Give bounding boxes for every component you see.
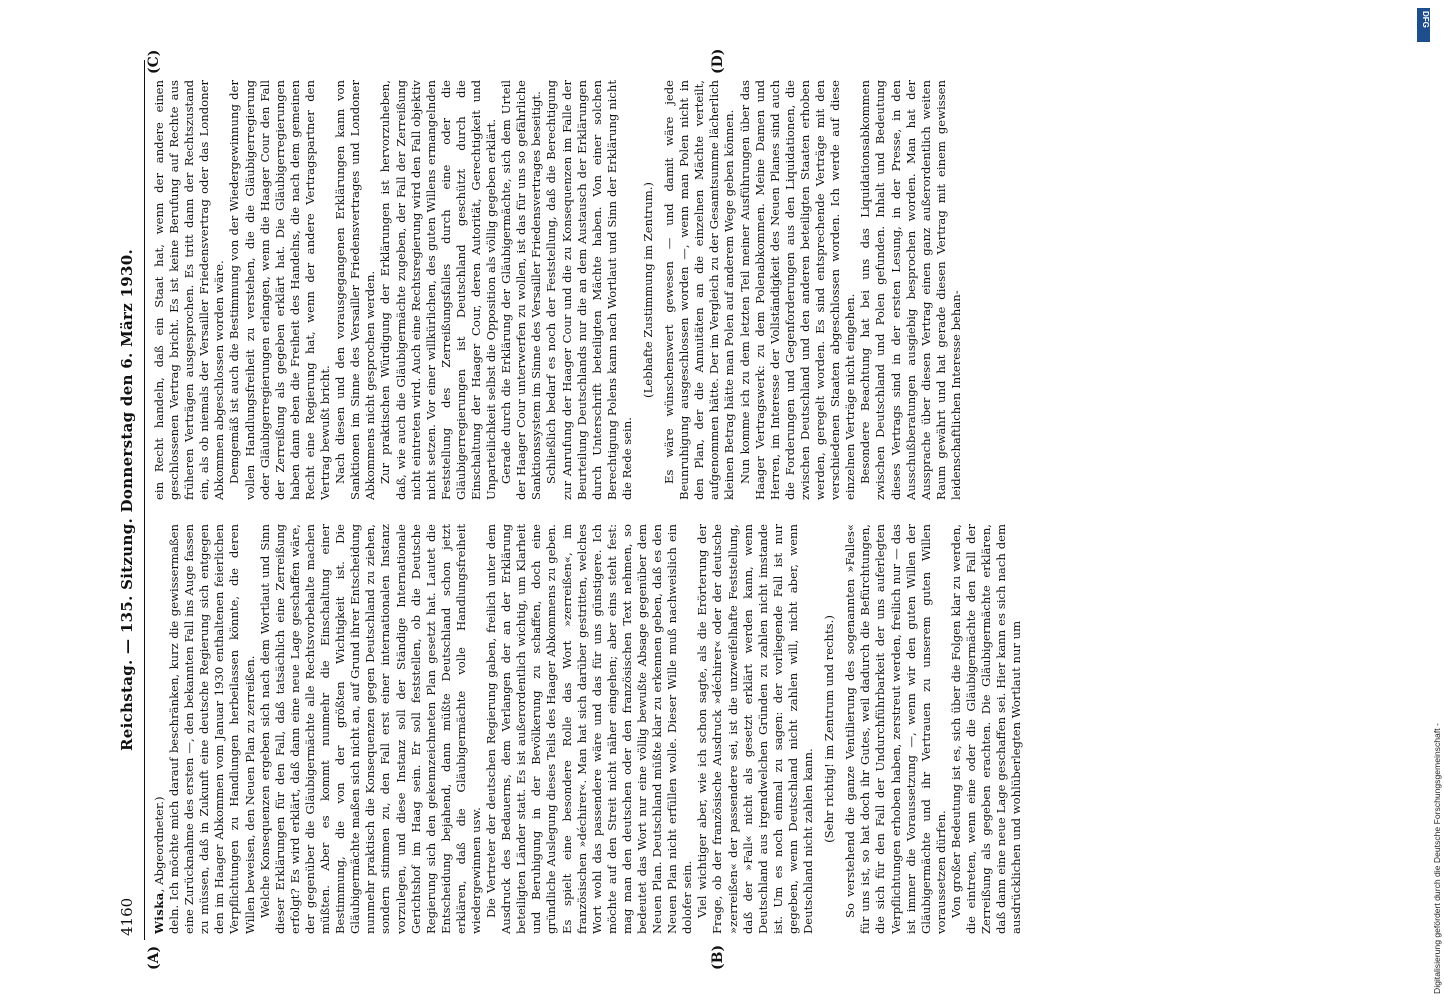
paragraph: Von großer Bedeutung ist es, sich über die Folgen klar zu werden, die eintreten, wenn eine oder die Gläubigermächte den Fall der Zerreißung als gegeben erachten. Die Gläubigermächte erklären, daß dann eine neue Lage geschaffen sei. Hier kann es sich nach dem ausdrücklichen und wohlüberlegten Wortlaut nur um (948, 524, 1024, 934)
speaker-role: Abgeordneter.) (152, 796, 166, 885)
interjection: (Sehr richtig! im Zentrum und rechts.) (822, 615, 837, 843)
credit-text: Digitalisierung gefördert durch die Deutsche Forschungsgemeinschaft - (1432, 723, 1442, 994)
page-number: 4160 (118, 897, 136, 936)
paragraph: Viel wichtiger aber, wie ich schon sagte, als die Erörterung der Frage, ob der französische Ausdruck »déchirer« oder der deutsche »zerreißen« der passendere sei, ist die unzweifelhafte Feststellung, daß der »Fall« nicht als gesetzt erklärt werden kann, wenn Deutschland aus irgendwelchen Gründen zu zahlen nicht imstande ist. Um es noch einmal zu sagen: der vorliegende Fall ist nur gegeben, wenn Deutschland nicht zahlen will, nicht aber, wenn Deutschland nicht zahlen kann. (695, 524, 816, 934)
margin-letter-b: (B) (710, 944, 726, 970)
paragraph: Zur praktischen Würdigung der Erklärungen ist hervorzuheben, daß, wie auch die Gläubigermächte zugeben, der Fall der Zerreißung nicht eintreten wird. Auch eine Rechtsregierung wird den Fall objektiv nicht setzen. Vor einer willkürlichen, des guten Willens ermangelnden Feststellung des Zerreißungsfalles durch eine oder die Gläubigerregierungen ist Deutschland geschützt durch die Einschaltung der Haager Cour, deren Autorität, Gerechtigkeit und Unparteilichkeit selbst die Opposition als völlig gegeben erklärt. (378, 80, 499, 500)
speaker-line: Wiska, Abgeordneter.) (152, 796, 166, 934)
speaker-name: Wiska (152, 892, 166, 934)
paragraph: Nun komme ich zu dem letzten Teil meiner Ausführungen über das Haager Vertragswerk: zu dem Polenabkommen. Meine Damen und Herren, im Interesse der Vollständigkeit des Neuen Planes sind auch die Forderungen und Gegenforderungen aus den Liquidationen, die zwischen Deutschland und den anderen beteiligten Staaten erhoben werden, geregelt worden. Es sind entsprechende Verträge mit den verschiedenen Staaten abgeschlossen worden. Ich werde auf diese einzelnen Verträge nicht eingehen. (737, 80, 858, 500)
margin-letter-c: (C) (146, 49, 162, 74)
margin-letter-a: (A) (146, 945, 162, 970)
left-column (152, 524, 1024, 934)
interjection: (Lebhafte Zustimmung im Zentrum.) (641, 182, 655, 398)
paragraph: So verstehend die ganze Ventilierung des sogenannten »Falles« für uns ist, so hat doch ihr Gutes, weil dadurch die Befürchtungen, die sich für den Fall der Undurchführbarkeit der uns auferlegten Verpflichtungen erhoben haben, zerstreut werden, freilich nur — das ist immer die Voraussetzung —, wenn wir den guten Willen der Gläubigermächte und ihr Vertrauen zu unserem guten Willen voraussetzen dürfen. (843, 524, 948, 934)
paragraph: Welche Konsequenzen ergeben sich nach dem Wortlaut und Sinn dieser Erklärungen für den Fall, daß tatsächlich eine Zerreißung erfolgt? Es wird erklärt, daß dann eine neue Lage geschaffen wäre, der gegenüber die Gläubigermächte alle Rechtsvorbehalte machen müßten. Aber es kommt nunmehr die Einschaltung einer Bestimmung, die von der größten Wichtigkeit ist. Die Gläubigermächte maßen sich nicht an, auf Grund ihrer Entscheidung nunmehr praktisch die Konsequenzen gegen Deutschland zu ziehen, sondern stimmen zu, den Fall erst einer internationalen Instanz vorzulegen, und diese Instanz soll der Ständige Internationale Gerichtshof im Haag sein. Er soll feststellen, ob die Deutsche Regierung sich den gekennzeichneten Plan gesetzt hat. Lautet die Entscheidung bejahend, dann müßte Deutschland schon jetzt erklären, daß die Gläubigermächte volle Handlungsfreiheit wiedergewinnen usw. (257, 524, 483, 934)
dfg-logo (1417, 8, 1430, 42)
header-rule (144, 60, 145, 940)
paragraph: Schließlich bedarf es noch der Feststellung, daß die Berechtigung zur Anrufung der Haager Cour und die zu Konsequenzen im Falle der Beurteilung Deutschlands nur die an dem Austausch der Erklärungen durch Unterschrift beteiligten Mächte haben. Von einer solchen Berechtigung Polens kann nach Wortlaut und Sinn der Erklärung nicht die Rede sein. (544, 80, 634, 500)
rotated-page (110, 48, 1360, 970)
paragraph: Demgemäß ist auch die Bestimmung von der Wiedergewinnung der vollen Handlungsfreiheit zu verstehen, die die Gläubigerregierung oder Gläubigerregierungen erlangen, wenn die Haager Cour den Fall der Zerreißung als gegeben erklärt hat. Die Gläubigerregierungen haben dann eben die Freiheit des Handelns, die nach dem gemeinen Recht eine Regierung hat, wenn der andere Vertragspartner den Vertrag bewußt bricht. (227, 80, 333, 500)
paragraph: Gerade durch die Erklärung der Gläubigermächte, sich dem Urteil der Haager Cour unterwerfen zu wollen, ist das für uns so gefährliche Sanktionssystem im Sinne des Versailler Friedensvertrages beseitigt. (499, 80, 544, 500)
paragraph: ein Recht handeln, daß ein Staat hat, wenn der andere einen geschlossenen Vertrag bricht. Es ist keine Berufung auf Rechte aus früheren Verträgen ausgesprochen. Es tritt dann der Rechtszustand ein, als ob niemals der Versailler Friedensvertrag oder das Londoner Abkommen abgeschlossen worden wäre. (152, 80, 227, 500)
paragraph: Die Vertreter der deutschen Regierung gaben, freilich unter dem Ausdruck des Bedauerns, dem Verlangen der an der Erklärung beteiligten Länder statt. Es ist außerordentlich wichtig, um Klarheit und Beruhigung in der Bevölkerung zu schaffen, doch eine gründliche Auslegung dieses Teils des Haager Abkommens zu geben. Es spielt eine besondere Rolle das Wort »zerreißen«, im französischen »déchirer«. Man hat sich darüber gestritten, welches Wort wohl das passendere wäre und das für uns günstigere. Ich möchte auf den Streit nicht näher eingehen; aber eins steht fest: mag man den deutschen oder den französischen Text nehmen, so bedeutet das Wort nur eine völlig bewußte Absage gegenüber dem Neuen Plan. Deutschland müßte klar zu erkennen geben, daß es den Neuen Plan nicht erfüllen wolle. Dieser Wille muß nachweislich ein dolofer sein. (484, 524, 695, 934)
digitization-credit (1416, 6, 1442, 994)
page-title: Reichstag. — 135. Sitzung. Donnerstag den 6. März 1930. (118, 248, 136, 752)
margin-letter-d: (D) (710, 48, 726, 74)
running-head (110, 60, 144, 940)
dfg-label: DFG (1421, 11, 1430, 28)
paragraph: Nach diesen und den vorausgegangenen Erklärungen kann von Sanktionen im Sinne des Versailler Friedensvertrages und Londoner Abkommens nicht gesprochen werden. (333, 80, 378, 500)
paragraph: deln. Ich möchte mich darauf beschränken, kurz die gewissermaßen eine Zurücknahme des ersten —, den bekannten Fall ins Auge fassen zu müssen, daß in Zukunft eine deutsche Regierung sich entgegen den im Haager Abkommen vom Januar 1930 enthaltenen feierlichen Verpflichtungen zu Handlungen herbeilassen könnte, die deren Willen beweisen, den Neuen Plan zu zerreißen. (167, 524, 257, 934)
paragraph: Besondere Beachtung hat bei uns das Liquidationsabkommen zwischen Deutschland und Polen gefunden. Inhalt und Bedeutung dieses Vertrags sind in der ersten Lesung, in der Presse, in den Ausschußberatungen ausgiebig besprochen worden. Man hat der Aussprache über diesen Vertrag einen ganz außerordentlich weiten Raum gewährt und hat gerade diesen Vertrag mit einem gewissen leidenschaftlichen Interesse behan- (858, 80, 963, 500)
paragraph: Es wäre wünschenswert gewesen — und damit wäre jede Beunruhigung ausgeschlossen worden —, wenn man Polen nicht in den Plan, der die Annuitäten an die einzelnen Mächte verteilt, aufgenommen hätte. Der im Vergleich zu der Gesamtsumme lächerlich kleinen Betrag hätte man Polen auf anderem Wege geben können. (662, 80, 737, 500)
right-column (152, 80, 964, 500)
